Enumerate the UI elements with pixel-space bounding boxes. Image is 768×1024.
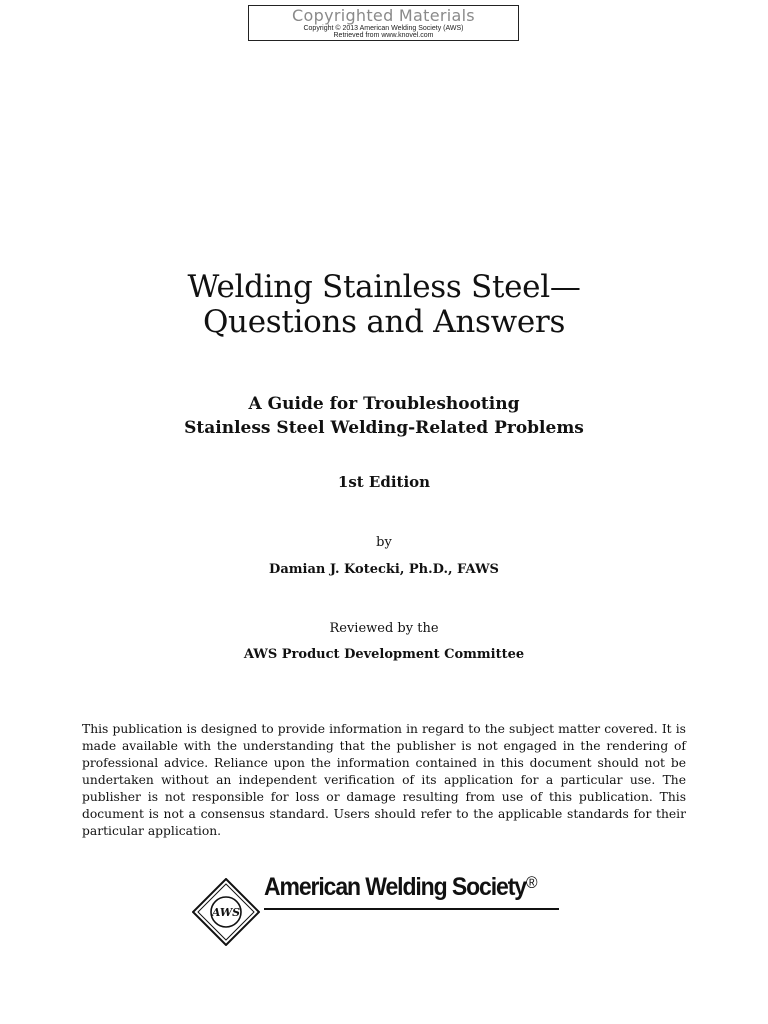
disclaimer-paragraph: This publication is designed to provide information in regard to the subject matter covered. It is made available with the understanding that the publisher is not engaged in the rendering of professional advice. Reliance upon the information contained in this document should not be undertaken without an independent verification of its application for a particular use. The publisher is not responsible for loss or damage resulting from use of this publication. This document is not a consensus standard. Users should refer to the applicable standards for their particular application. [82, 722, 686, 839]
book-subtitle-line-2: Stainless Steel Welding-Related Problems [184, 418, 584, 438]
aws-emblem-icon [192, 878, 260, 946]
society-name [264, 873, 537, 902]
author: Damian J. Kotecki, Ph.D., FAWS [269, 562, 499, 577]
stamp-retrieved-line: Retrieved from www.knovel.com [333, 32, 434, 39]
book-subtitle-line-1: A Guide for Troubleshooting [248, 394, 520, 414]
book-subtitle [0, 392, 768, 440]
by-line: by [376, 535, 392, 550]
stamp-copyright-line: Copyright © 2013 American Welding Society (AWS) [303, 25, 464, 32]
registered-mark: ® [525, 873, 538, 892]
stamp-title: Copyrighted Materials [292, 6, 475, 25]
logo-underline [264, 908, 559, 910]
edition: 1st Edition [337, 473, 431, 491]
copyright-stamp [248, 5, 519, 41]
society-name-text: American Welding Society [264, 873, 526, 901]
book-title [0, 270, 768, 340]
reviewed-by: Reviewed by the [329, 621, 439, 636]
book-title-line-1: Welding Stainless Steel— [187, 269, 581, 305]
book-title-line-2: Questions and Answers [202, 304, 566, 340]
emblem-text: AWS [211, 906, 241, 919]
review-committee: AWS Product Development Committee [243, 647, 525, 662]
